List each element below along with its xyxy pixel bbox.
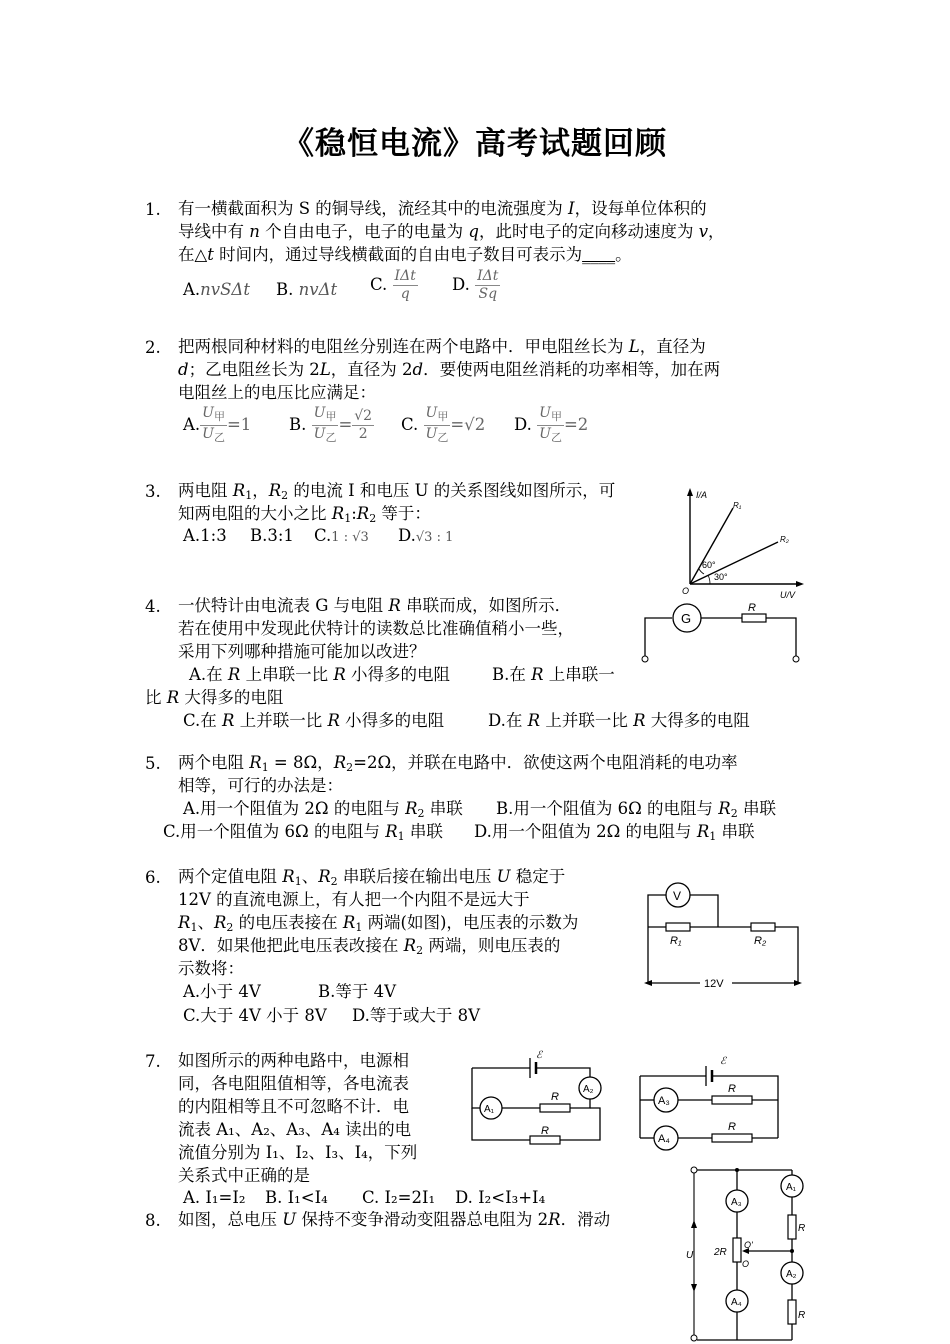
q6-line-4: 8V．如果他把此电压表改接在 $R_2$ 两端，则电压表的 — [178, 936, 561, 957]
ammeter-a2-label: A₂ — [786, 1269, 797, 1280]
q4-option-d: D.在 R 上并联一比 R 大得多的电阻 — [488, 711, 750, 730]
q3-option-b: B.3:1 — [250, 526, 294, 545]
question-number: 6. — [145, 868, 161, 887]
question-number: 5. — [145, 754, 161, 773]
ammeter-a4-label: A₄ — [658, 1133, 670, 1145]
galvanometer-label: G — [681, 611, 692, 626]
q7-option-b: B. I₁<I₄ — [265, 1188, 328, 1207]
question-number: 1. — [145, 200, 161, 219]
voltmeter-label: V — [673, 889, 682, 903]
resistor-label: R — [551, 1091, 559, 1103]
q7-line-3: 的内阻相等且不可忽略不计．电 — [178, 1097, 409, 1116]
voltage-label: U — [686, 1250, 694, 1261]
q3-iu-graph — [676, 484, 811, 600]
graph-origin: O — [682, 586, 690, 596]
emf-label: ℰ — [720, 1056, 727, 1067]
q4-option-b-cont: 比 R 大得多的电阻 — [145, 688, 284, 707]
q2-line-2: d；乙电阻丝长为 2L，直径为 2d．要使两电阻丝消耗的功率相等，加在两 — [178, 360, 721, 379]
emf-label: ℰ — [536, 1050, 543, 1061]
q4-option-b: B.在 R 上串联一 — [492, 665, 615, 684]
q2-option-c: C. $\frac{U_甲}{U_乙}$ =√2 — [401, 405, 486, 444]
ammeter-a4-label: A₄ — [731, 1297, 742, 1308]
q2-line-1: 把两根同种材料的电阻丝分别连在两个电路中．甲电阻丝长为 L，直径为 — [178, 337, 706, 356]
q3-line-1: 两电阻 $R_1$，$R_2$ 的电流 I 和电压 U 的关系图线如图所示，可 — [178, 481, 616, 502]
graph-r1-label: R₁ — [733, 501, 742, 510]
question-number: 2. — [145, 338, 161, 357]
q6-option-a: A.小于 4V — [183, 982, 261, 1001]
graph-x-label: U/V — [780, 590, 796, 600]
q4-line-1: 一伏特计由电流表 G 与电阻 R 串联而成，如图所示． — [178, 596, 572, 615]
q6-option-c: C.大于 4V 小于 8V — [183, 1006, 327, 1025]
q4-option-a: A.在 R 上串联一比 R 小得多的电阻 — [189, 665, 451, 684]
q7-option-c: C. I₂=2I₁ — [362, 1188, 436, 1207]
q2-option-b: B. $\frac{U_甲}{U_乙}$ = $\frac{√2}{2}$ — [289, 405, 373, 444]
q6-option-d: D.等于或大于 8V — [352, 1006, 481, 1025]
resistor-label: R — [798, 1310, 806, 1321]
q2-line-3: 电阻丝上的电压比应满足： — [178, 383, 376, 402]
slider-o2-label: O' — [744, 1240, 753, 1250]
ammeter-a2-label: A₂ — [583, 1084, 594, 1095]
q4-line-3: 采用下列哪种措施可能加以改进？ — [178, 642, 426, 661]
q4-circuit — [638, 600, 810, 666]
r2-label: R₂ — [754, 935, 767, 947]
resistor-label: R — [748, 602, 756, 614]
q5-option-b: B.用一个阻值为 6Ω 的电阻与 $R_2$ 串联 — [496, 799, 776, 820]
page-title: 《稳恒电流》高考试题回顾 — [283, 126, 667, 162]
q6-circuit — [640, 875, 810, 995]
graph-angle-30: 30° — [714, 572, 728, 582]
r1-label: R₁ — [670, 935, 682, 947]
question-number: 7. — [145, 1052, 161, 1071]
q3-option-d: D.√3 : 1 — [398, 526, 454, 545]
q6-line-2: 12V 的直流电源上，有人把一个内阻不是远大于 — [178, 890, 530, 909]
question-number: 4. — [145, 597, 161, 616]
ammeter-a1-label: A₁ — [484, 1104, 495, 1115]
graph-y-label: I/A — [696, 490, 708, 500]
q7-line-5: 流值分别为 I₁、I₂、I₃、I₄，下列 — [178, 1143, 418, 1162]
supply-label: 12V — [704, 978, 724, 990]
resistor-label: R — [728, 1083, 736, 1095]
q7-circuit-left — [464, 1048, 614, 1156]
q4-line-2: 若在使用中发现此伏特计的读数总比准确值稍小一些， — [178, 619, 574, 638]
q7-line-2: 同，各电阻阻值相等，各电流表 — [178, 1074, 409, 1093]
q1-option-d: D. $\frac{\text{IΔt}}{Sq}$ — [452, 268, 499, 302]
q3-option-c: C.1 : √3 — [314, 526, 369, 545]
q5-line-2: 相等，可行的办法是： — [178, 776, 343, 795]
q6-option-b: B.等于 4V — [318, 982, 397, 1001]
q7-line-6: 关系式中正确的是 — [178, 1166, 310, 1185]
ammeter-a3-label: A₃ — [731, 1197, 742, 1208]
q2-option-a: A. $\frac{U_甲}{U_乙}$ =1 — [183, 405, 252, 444]
q8-line-1: 如图，总电压 U 保持不变争滑动变阻器总电阻为 2R．滑动 — [178, 1210, 611, 1229]
q3-option-a: A.1:3 — [183, 526, 227, 545]
q6-line-3: $R_1$、$R_2$ 的电压表接在 $R_1$ 两端(如图)，电压表的示数为 — [178, 913, 579, 934]
resistor-label: R — [798, 1223, 806, 1234]
resistor-label: R — [541, 1125, 549, 1137]
q6-line-1: 两个定值电阻 $R_1$、$R_2$ 串联后接在输出电压 U 稳定于 — [178, 867, 566, 888]
ammeter-a3-label: A₃ — [658, 1095, 670, 1107]
ammeter-a1-label: A₁ — [786, 1182, 797, 1193]
q7-circuit-right — [628, 1048, 798, 1160]
q5-option-d: D.用一个阻值为 2Ω 的电阻与 $R_1$ 串联 — [474, 822, 755, 843]
q1-line-3: 在△t 时间内，通过导线横截面的自由电子数目可表示为____。 — [178, 245, 632, 264]
q8-circuit — [686, 1160, 816, 1344]
slider-o-label: O — [742, 1259, 750, 1269]
q1-option-c: C. $\frac{\text{IΔt}}{q}$ — [370, 268, 416, 302]
q7-line-1: 如图所示的两种电路中，电源相 — [178, 1051, 409, 1070]
question-number: 3. — [145, 482, 161, 501]
q7-option-a: A. I₁=I₂ — [183, 1188, 246, 1207]
q1-option-b: B. nvΔt — [276, 280, 338, 299]
q1-option-a: A.nvSΔt — [183, 280, 250, 299]
q1-line-1: 有一横截面积为 S 的铜导线，流经其中的电流强度为 I，设每单位体积的 — [178, 199, 707, 218]
q1-line-2: 导线中有 n 个自由电子，电子的电量为 q，此时电子的定向移动速度为 v， — [178, 222, 725, 241]
rheostat-label: 2R — [714, 1247, 727, 1258]
q5-line-1: 两个电阻 $R_1 = 8\Omega$，$R_2=2\Omega$，并联在电路中．欲使这两个电阻消耗的电功率 — [178, 753, 738, 774]
resistor-label: R — [728, 1121, 736, 1133]
graph-angle-60: 60° — [702, 560, 716, 570]
graph-r2-label: R₂ — [780, 535, 789, 544]
q7-line-4: 流表 A₁、A₂、A₃、A₄ 读出的电 — [178, 1120, 412, 1139]
q4-option-c: C.在 R 上并联一比 R 小得多的电阻 — [183, 711, 445, 730]
q2-option-d: D. $\frac{U_甲}{U_乙}$ =2 — [514, 405, 589, 444]
q3-line-2: 知两电阻的大小之比 $R_1:R_2$ 等于： — [178, 504, 431, 525]
q5-option-a: A.用一个阻值为 2Ω 的电阻与 $R_2$ 串联 — [183, 799, 463, 820]
question-number: 8. — [145, 1211, 161, 1230]
q7-option-d: D. I₂<I₃+I₄ — [455, 1188, 546, 1207]
q6-line-5: 示数将： — [178, 959, 244, 978]
q5-option-c: C.用一个阻值为 6Ω 的电阻与 $R_1$ 串联 — [163, 822, 443, 843]
